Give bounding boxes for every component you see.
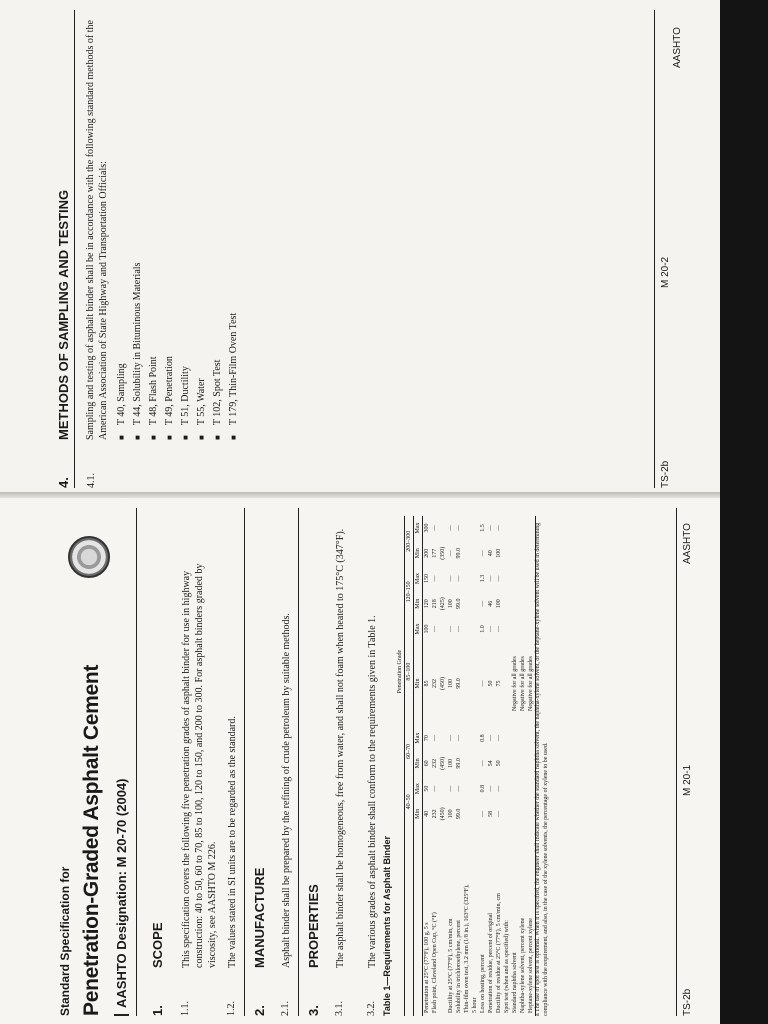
section-1-number: 1.	[150, 1005, 165, 1016]
min-max-header: Max	[414, 777, 423, 801]
value-cell: —	[496, 810, 502, 817]
value-cell	[511, 617, 519, 641]
section-rule	[244, 508, 245, 1016]
value-cell: 100	[496, 548, 502, 558]
section-4-number: 4.	[56, 477, 71, 488]
table-row	[471, 516, 479, 1016]
grade-header: 40–50	[405, 777, 414, 827]
value-cell: Negative for all grades	[512, 656, 518, 711]
value-cell: —	[456, 575, 462, 582]
value-cell: —	[480, 600, 486, 607]
value-cell: —	[496, 785, 502, 792]
value-cell: —	[456, 524, 462, 531]
min-max-header: Max	[414, 726, 423, 750]
value-cell: —	[480, 680, 486, 687]
para-1-2-number: 1.2.	[226, 1001, 237, 1016]
property-cell: Flash point, Cleveland Open Cup, °C (°F)	[432, 912, 438, 1013]
grade-header: 85–100	[405, 617, 414, 726]
value-cell: 218	[432, 599, 438, 609]
grade-header: 120–150	[405, 567, 414, 617]
value-cell: —	[480, 550, 486, 557]
value-cell: 50	[496, 760, 502, 767]
value-cell: 100	[448, 679, 454, 689]
value-cell: 1.5	[480, 524, 486, 532]
value-cell: —	[432, 625, 438, 632]
property-cell: Solubility in trichloroethylene, percent	[456, 920, 462, 1013]
para-2-1-text: Asphalt binder shall be prepared by the refining of crude petroleum by suitable methods.	[281, 613, 292, 968]
list-item: ■ T 48, Flash Point	[146, 263, 162, 440]
header-org: AASHTO	[672, 27, 683, 68]
value-cell	[519, 617, 527, 641]
value-cell: —	[496, 735, 502, 742]
value-cell	[511, 516, 519, 540]
list-item: ■ T 102, Spot Test	[210, 263, 226, 440]
value-cell	[463, 540, 471, 567]
value-cell: —	[448, 735, 454, 742]
list-item: ■ T 179, Thin-Film Oven Test	[226, 263, 242, 440]
value-cell	[463, 516, 471, 540]
value-cell	[511, 540, 519, 567]
value-cell: 232	[432, 679, 438, 689]
value-cell: —	[496, 575, 502, 582]
value-cell: —	[456, 735, 462, 742]
value-cell	[471, 617, 479, 641]
value-cell	[503, 641, 511, 726]
page-m20-1-content	[58, 508, 712, 1016]
value-cell: (450)	[440, 807, 446, 821]
value-cell: —	[432, 524, 438, 531]
property-cell: Ductility at 25°C (77°F), 5 cm/min, cm	[448, 918, 454, 1013]
section-3-number: 3.	[306, 1005, 321, 1016]
property-cell: Naphtha-xylene solvent, percent xylene	[520, 917, 526, 1013]
value-cell: —	[448, 575, 454, 582]
value-cell	[463, 641, 471, 726]
value-cell: —	[432, 735, 438, 742]
value-cell: 99.0	[456, 598, 462, 609]
footer-right: AASHTO	[682, 523, 693, 564]
footer-left: TS-2b	[682, 988, 693, 1016]
value-cell: —	[496, 524, 502, 531]
table-row	[487, 516, 495, 1016]
min-max-header: Max	[414, 567, 423, 591]
table-row	[479, 516, 487, 1016]
min-max-row	[414, 516, 423, 1016]
value-cell	[439, 726, 447, 750]
value-cell: 100	[424, 624, 430, 634]
value-cell	[511, 750, 519, 777]
value-cell: —	[456, 625, 462, 632]
value-cell	[503, 516, 511, 540]
value-cell: 50	[488, 680, 494, 687]
kicker: Standard Specification for	[58, 866, 72, 1016]
value-cell: —	[488, 785, 494, 792]
footer-rule	[676, 508, 677, 1016]
value-cell: 54	[488, 760, 494, 767]
value-cell	[463, 590, 471, 617]
table-row	[495, 516, 503, 1016]
value-cell: —	[432, 785, 438, 792]
value-cell	[439, 567, 447, 591]
section-4-title: METHODS OF SAMPLING AND TESTING	[56, 189, 71, 440]
value-cell: 99.0	[456, 678, 462, 689]
value-cell: 70	[424, 735, 430, 742]
property-cell: Loss on heating, percent	[480, 954, 486, 1013]
value-cell	[463, 726, 471, 750]
value-cell: (425)	[440, 597, 446, 611]
value-cell: 232	[432, 758, 438, 768]
value-cell	[503, 750, 511, 777]
value-cell: 0.8	[480, 734, 486, 742]
value-cell: 58	[488, 810, 494, 817]
value-cell: —	[448, 550, 454, 557]
value-cell	[471, 590, 479, 617]
footer-rule	[654, 10, 655, 488]
value-cell: (350)	[440, 546, 446, 560]
min-max-header: Max	[414, 617, 423, 641]
value-cell: 99.0	[456, 758, 462, 769]
value-cell: —	[488, 575, 494, 582]
table-row	[431, 516, 439, 1016]
table-row	[447, 516, 455, 1016]
property-cell	[439, 827, 447, 1016]
value-cell	[471, 777, 479, 801]
value-cell: —	[448, 524, 454, 531]
value-cell: 120	[424, 599, 430, 609]
property-cell: Ductility of residue at 25°C (77°F), 5 cm/min, cm	[496, 893, 502, 1013]
value-cell: 60	[424, 760, 430, 767]
footer-page-number: M 20-2	[660, 256, 671, 288]
table-row	[463, 516, 471, 1016]
value-cell	[519, 750, 527, 777]
value-cell	[463, 567, 471, 591]
value-cell	[519, 516, 527, 540]
table-caption: Table 1—Requirements for Asphalt Binder	[382, 835, 392, 1016]
value-cell	[519, 590, 527, 617]
para-3-1-number: 3.1.	[334, 1001, 345, 1016]
value-cell: 100	[448, 758, 454, 768]
value-cell	[463, 617, 471, 641]
value-cell: Negative for all grades	[520, 656, 526, 711]
scan-background	[720, 0, 768, 1024]
value-cell	[471, 801, 479, 828]
value-cell: 0.8	[480, 784, 486, 793]
value-cell	[471, 750, 479, 777]
table-row	[439, 516, 447, 1016]
value-cell	[471, 567, 479, 591]
para-4-1-number: 4.1.	[86, 473, 97, 488]
value-cell: 150	[424, 573, 430, 583]
value-cell	[503, 777, 511, 801]
value-cell	[511, 590, 519, 617]
value-cell	[439, 516, 447, 540]
table-row	[455, 516, 463, 1016]
value-cell	[463, 801, 471, 828]
value-cell	[439, 777, 447, 801]
test-methods-list	[114, 263, 242, 440]
value-cell	[511, 801, 519, 828]
value-cell: (450)	[440, 756, 446, 770]
value-cell	[471, 641, 479, 726]
page-m20-2-content	[56, 10, 700, 488]
section-rule	[298, 508, 299, 1016]
table-body	[423, 516, 536, 1016]
table-row	[503, 516, 511, 1016]
value-cell: 40	[424, 810, 430, 817]
value-cell	[463, 777, 471, 801]
section-2-title: MANUFACTURE	[252, 867, 267, 968]
value-cell: —	[456, 785, 462, 792]
para-2-1-number: 2.1.	[280, 1001, 291, 1016]
value-cell	[471, 726, 479, 750]
property-cell: 5 hour	[472, 997, 478, 1013]
value-cell: —	[480, 810, 486, 817]
value-cell: —	[448, 785, 454, 792]
value-cell: 99.0	[456, 548, 462, 559]
value-cell: 100	[448, 809, 454, 819]
para-1-1-text: This specification covers the following five penetration grades of asphalt binder for use in highway construction: 40 to 50, 60 to 70, 85 to 100, 120 to 150, and 200 to 300. For asphalt binders graded by viscosity, see AASHTO M 226.	[181, 563, 218, 968]
table-row	[511, 516, 519, 1016]
value-cell	[503, 540, 511, 567]
value-cell: 40	[488, 550, 494, 557]
para-3-2-number: 3.2.	[366, 1001, 377, 1016]
value-cell: 1.3	[480, 574, 486, 583]
grade-header: 200–300	[405, 516, 414, 567]
table-row	[423, 516, 432, 1016]
min-max-header: Min	[414, 641, 423, 726]
value-cell: —	[480, 760, 486, 767]
footer-left: TS-2b	[660, 460, 671, 488]
min-max-header: Max	[414, 516, 423, 540]
list-item: ■ T 49, Penetration	[162, 263, 178, 440]
property-cell: Penetration of residue, percent of original	[488, 913, 494, 1013]
list-item: ■ T 40, Sampling	[114, 263, 130, 440]
value-cell	[519, 567, 527, 591]
value-cell: 232	[432, 809, 438, 819]
value-cell	[503, 617, 511, 641]
value-cell	[439, 617, 447, 641]
value-cell	[471, 516, 479, 540]
value-cell: 85	[424, 680, 430, 687]
value-cell: 99.0	[456, 808, 462, 820]
value-cell	[519, 801, 527, 828]
min-max-header: Min	[414, 801, 423, 828]
value-cell	[519, 777, 527, 801]
value-cell: 100	[496, 599, 502, 609]
value-cell	[503, 801, 511, 828]
value-cell: —	[432, 575, 438, 582]
table-group-header: Penetration Grade	[396, 516, 405, 827]
value-cell: (450)	[440, 677, 446, 691]
footer-page-number: M 20-1	[682, 764, 693, 796]
value-cell: 200	[424, 548, 430, 558]
property-cell: Penetration at 25°C (77°F), 100 g, 5 s	[424, 922, 430, 1013]
value-cell	[471, 540, 479, 567]
value-cell: 75	[496, 680, 502, 687]
value-cell	[503, 590, 511, 617]
value-cell	[511, 726, 519, 750]
value-cell: —	[488, 735, 494, 742]
value-cell: 300	[424, 523, 430, 533]
list-item: ■ T 44, Solubility in Bituminous Materials	[130, 263, 146, 440]
value-cell: Negative for all grades	[527, 641, 536, 726]
para-4-1-text: Sampling and testing of asphalt binder shall be in accordance with the following standard methods of the American Association of State Highway and Transportation Officials:	[85, 20, 109, 440]
min-max-header: Min	[414, 590, 423, 617]
header-rule	[74, 10, 75, 488]
value-cell: 46	[488, 600, 494, 607]
value-cell: —	[496, 625, 502, 632]
value-cell: —	[448, 625, 454, 632]
list-item: ■ T 51, Ductility	[178, 263, 194, 440]
page-m20-2	[0, 0, 720, 500]
value-cell	[519, 540, 527, 567]
min-max-header: Min	[414, 750, 423, 777]
value-cell: 1.0	[480, 625, 486, 633]
para-3-2-text: The various grades of asphalt binder shall conform to the requirements given in Table 1.	[367, 615, 378, 968]
para-3-1-text: The asphalt binder shall be homogeneous, free from water, and shall not foam when heated to 175°C (347°F).	[335, 528, 346, 968]
value-cell	[511, 777, 519, 801]
value-cell: —	[488, 625, 494, 632]
value-cell: 50	[424, 785, 430, 792]
aashto-seal-logo	[68, 536, 110, 578]
section-1-title: SCOPE	[150, 922, 165, 968]
list-item: ■ T 55, Water	[194, 263, 210, 440]
value-cell: 177	[432, 548, 438, 558]
title-rule	[136, 508, 137, 1016]
section-3-title: PROPERTIES	[306, 884, 321, 968]
table-row	[519, 516, 527, 1016]
page-title: Penetration-Graded Asphalt Cement	[80, 664, 103, 1016]
value-cell	[519, 726, 527, 750]
value-cell: —	[488, 524, 494, 531]
value-cell	[503, 726, 511, 750]
property-cell: Spot test (when and as specified) with:	[504, 920, 510, 1013]
designation: AASHTO Designation: M 20-70 (2004)	[114, 779, 129, 1016]
para-1-2-text: The values stated in SI units are to be regarded as the standard.	[227, 716, 238, 968]
para-1-1-number: 1.1.	[180, 1001, 191, 1016]
value-cell	[463, 750, 471, 777]
property-cell: Thin-film oven test, 3.2 mm (1/8 in.), 163°C (325°F),	[464, 884, 470, 1013]
property-cell: Heptane-xylene solvent, percent xylene	[527, 827, 536, 1016]
table-footnote: a The use of spot test is optional. When it is specified, the engineer shall indicate whether the standard naphtha solvent, the naphtha-xylene solvent, or the heptane-xylene solvent will be used in determining compliance with the requirement, and also, in the case of the xylene solvents, the percentage of xylene to be used.	[535, 522, 549, 1016]
grade-header: 60–70	[405, 726, 414, 776]
property-cell: Standard naphtha solvent	[512, 952, 518, 1013]
requirements-table	[396, 516, 536, 1016]
min-max-header: Min	[414, 540, 423, 567]
value-cell: 100	[448, 599, 454, 609]
section-2-number: 2.	[252, 1005, 267, 1016]
value-cell	[503, 567, 511, 591]
value-cell	[511, 567, 519, 591]
